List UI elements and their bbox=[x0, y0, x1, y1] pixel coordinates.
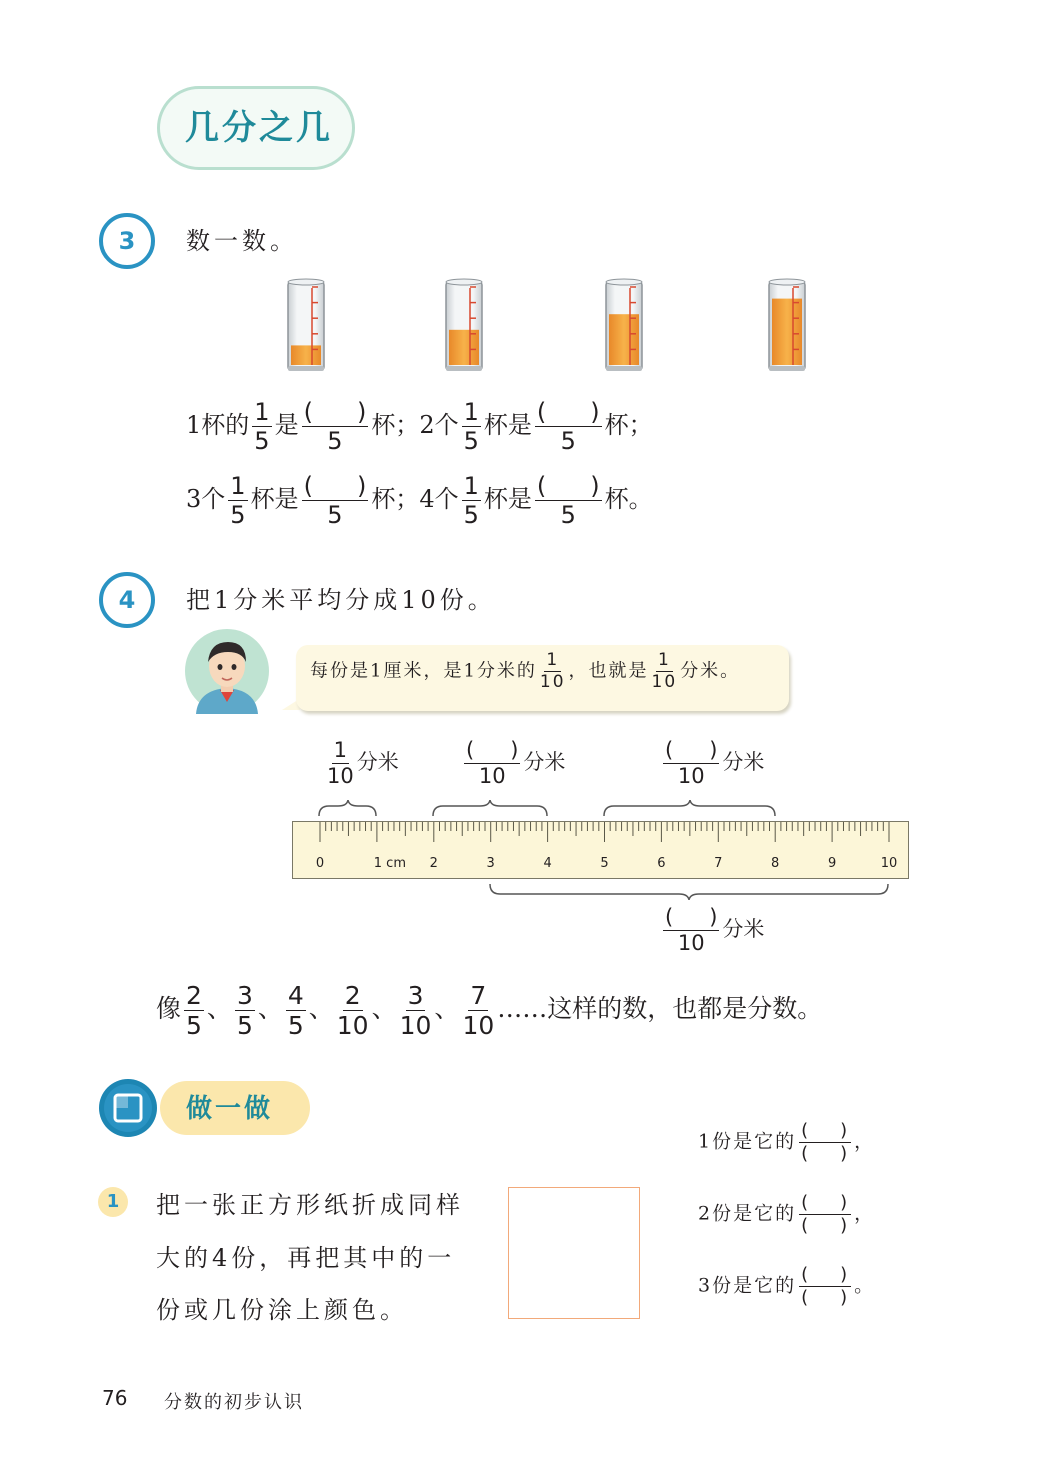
section-3-row-2 bbox=[186, 474, 653, 527]
fraction-numerator: 3 bbox=[236, 981, 253, 1010]
ruler-label: 4 bbox=[543, 856, 552, 871]
brace-label-1 bbox=[324, 740, 399, 787]
fraction bbox=[462, 983, 494, 1038]
bubble-post: 分米。 bbox=[680, 660, 741, 682]
answer-row-2 bbox=[698, 1194, 875, 1235]
row1-a-pre: 1杯的 bbox=[186, 411, 250, 439]
row2-b-post: 杯。 bbox=[604, 485, 653, 513]
practice-line-1: 把一张正方形纸折成同样 bbox=[156, 1191, 464, 1219]
speech-bubble bbox=[296, 645, 789, 711]
ruler-label: 2 bbox=[429, 856, 438, 871]
separator: 、 bbox=[371, 994, 397, 1023]
row1-a-post: 杯； bbox=[371, 411, 420, 439]
fraction bbox=[184, 983, 204, 1038]
ruler-label: 8 bbox=[771, 856, 780, 871]
measuring-cup bbox=[606, 279, 642, 371]
ruler-label: 6 bbox=[657, 856, 666, 871]
fraction-denominator: 5 bbox=[236, 1011, 253, 1040]
ruler-label: 3 bbox=[486, 856, 495, 871]
brace-label-3 bbox=[660, 740, 764, 787]
juice-level bbox=[449, 330, 479, 365]
section-3-heading: 数一数。 bbox=[186, 227, 298, 255]
bubble-mid: ，也就是 bbox=[568, 660, 649, 682]
juice-level bbox=[291, 345, 321, 365]
ruler-ticks bbox=[293, 822, 910, 880]
fraction-numerator: 3 bbox=[407, 981, 424, 1010]
ruler-label: 7 bbox=[714, 856, 723, 871]
unit-label: 分米 bbox=[523, 750, 566, 774]
row1-b-mid: 杯是 bbox=[483, 411, 532, 439]
fraction-numerator: 2 bbox=[344, 981, 361, 1010]
fraction bbox=[337, 983, 369, 1038]
brace-label-2 bbox=[461, 740, 565, 787]
section-4-number: 4 bbox=[99, 572, 155, 628]
answer-blank[interactable]: $\frac{( )}{5}$ bbox=[536, 472, 600, 529]
row2-a-pre: 3个 bbox=[186, 485, 226, 513]
fraction-denominator: 10 bbox=[462, 1011, 495, 1040]
answer-blank[interactable]: $\frac{( )}{( )}$ bbox=[801, 1192, 850, 1236]
answer-row-3 bbox=[698, 1266, 875, 1307]
summary-fractions bbox=[181, 981, 497, 1040]
chapter-title: 分数的初步认识 bbox=[164, 1392, 304, 1413]
answer-post: ， bbox=[854, 1130, 876, 1153]
answer-blank[interactable]: $\frac{( )}{10}$ bbox=[665, 738, 718, 788]
practice-item-number: 1 bbox=[98, 1187, 128, 1217]
fraction: $\frac{1}{5}$ bbox=[463, 472, 479, 529]
boy-avatar bbox=[184, 628, 272, 716]
summary-line bbox=[156, 983, 822, 1038]
fraction-denominator: 10 bbox=[336, 1011, 369, 1040]
answer-pre: 1份是它的 bbox=[698, 1130, 797, 1153]
row2-b-mid: 杯是 bbox=[483, 485, 532, 513]
row1-b-post: 杯； bbox=[604, 411, 653, 439]
summary-pre: 像 bbox=[156, 994, 182, 1023]
row2-b-pre: 4个 bbox=[419, 485, 459, 513]
page-title: 几分之几 bbox=[185, 108, 333, 148]
fraction bbox=[400, 983, 432, 1038]
fraction-numerator: 7 bbox=[470, 981, 487, 1010]
unit-label: 分米 bbox=[722, 750, 765, 774]
row1-b-pre: 2个 bbox=[419, 411, 459, 439]
answer-blank[interactable]: $\frac{( )}{10}$ bbox=[665, 905, 718, 955]
separator: 、 bbox=[434, 994, 460, 1023]
section-3-number: 3 bbox=[99, 213, 155, 269]
unit-label: 分米 bbox=[356, 750, 399, 774]
practice-label: 做一做 bbox=[186, 1094, 274, 1124]
answer-post: ， bbox=[854, 1202, 876, 1225]
fraction-denominator: 5 bbox=[287, 1011, 304, 1040]
fraction-denominator: 10 bbox=[399, 1011, 432, 1040]
practice-icon bbox=[98, 1078, 158, 1138]
answer-blank[interactable]: $\frac{( )}{( )}$ bbox=[801, 1264, 850, 1308]
practice-line-2: 大的4份，再把其中的一 bbox=[156, 1244, 456, 1272]
ruler-label: 10 bbox=[880, 856, 898, 871]
separator: 、 bbox=[308, 994, 334, 1023]
measuring-cup bbox=[288, 279, 324, 371]
answer-post: 。 bbox=[854, 1274, 876, 1297]
fraction bbox=[286, 983, 306, 1038]
row2-a-mid: 杯是 bbox=[250, 485, 299, 513]
fraction: $\frac{1}{5}$ bbox=[254, 398, 270, 455]
fraction-denominator: 5 bbox=[186, 1011, 202, 1040]
fraction: $\frac{1}{10}$ bbox=[651, 650, 678, 692]
answer-pre: 3份是它的 bbox=[698, 1274, 797, 1297]
answer-blank[interactable]: $\frac{( )}{( )}$ bbox=[801, 1120, 850, 1164]
answer-pre: 2份是它的 bbox=[698, 1202, 797, 1225]
answer-blank[interactable]: $\frac{( )}{5}$ bbox=[303, 472, 367, 529]
measuring-cups bbox=[270, 270, 830, 380]
juice-level bbox=[772, 299, 802, 365]
practice-line-3: 份或几份涂上颜色。 bbox=[156, 1296, 408, 1324]
measuring-cup bbox=[446, 279, 482, 371]
ruler bbox=[292, 821, 909, 879]
ruler-label: 1 cm bbox=[373, 856, 407, 871]
ruler-label: 9 bbox=[827, 856, 837, 871]
fraction-numerator: 4 bbox=[287, 981, 304, 1010]
unit-label: 分米 bbox=[722, 917, 765, 941]
fraction bbox=[235, 983, 255, 1038]
fraction: $\frac{1}{5}$ bbox=[463, 398, 479, 455]
summary-post: ……这样的数，也都是分数。 bbox=[497, 994, 823, 1023]
section-4-heading: 把1分米平均分成10份。 bbox=[186, 586, 496, 614]
measuring-cup bbox=[769, 279, 805, 371]
answer-blank[interactable]: $\frac{( )}{5}$ bbox=[536, 398, 600, 455]
fraction: $\frac{1}{5}$ bbox=[230, 472, 246, 529]
fraction-numerator: 2 bbox=[186, 981, 202, 1010]
page-number: 76 bbox=[102, 1386, 128, 1410]
bubble-pre: 每份是1厘米，是1分米的 bbox=[310, 660, 537, 682]
brace-label-4 bbox=[660, 907, 764, 954]
square-paper bbox=[508, 1187, 640, 1319]
answer-row-1 bbox=[698, 1122, 875, 1163]
separator: 、 bbox=[257, 994, 283, 1023]
fraction: $\frac{1}{10}$ bbox=[327, 738, 354, 788]
juice-level bbox=[609, 314, 639, 365]
ruler-label: 5 bbox=[600, 856, 609, 871]
fraction: $\frac{1}{10}$ bbox=[539, 650, 566, 692]
title-pill bbox=[157, 86, 355, 170]
separator: 、 bbox=[206, 994, 232, 1023]
ruler-label: 0 bbox=[315, 856, 325, 871]
answer-blank[interactable]: $\frac{( )}{10}$ bbox=[466, 738, 519, 788]
row1-a-mid: 是 bbox=[274, 411, 299, 439]
section-3-row-1 bbox=[186, 400, 653, 453]
answer-blank[interactable]: $\frac{( )}{5}$ bbox=[303, 398, 367, 455]
row2-a-post: 杯； bbox=[371, 485, 420, 513]
